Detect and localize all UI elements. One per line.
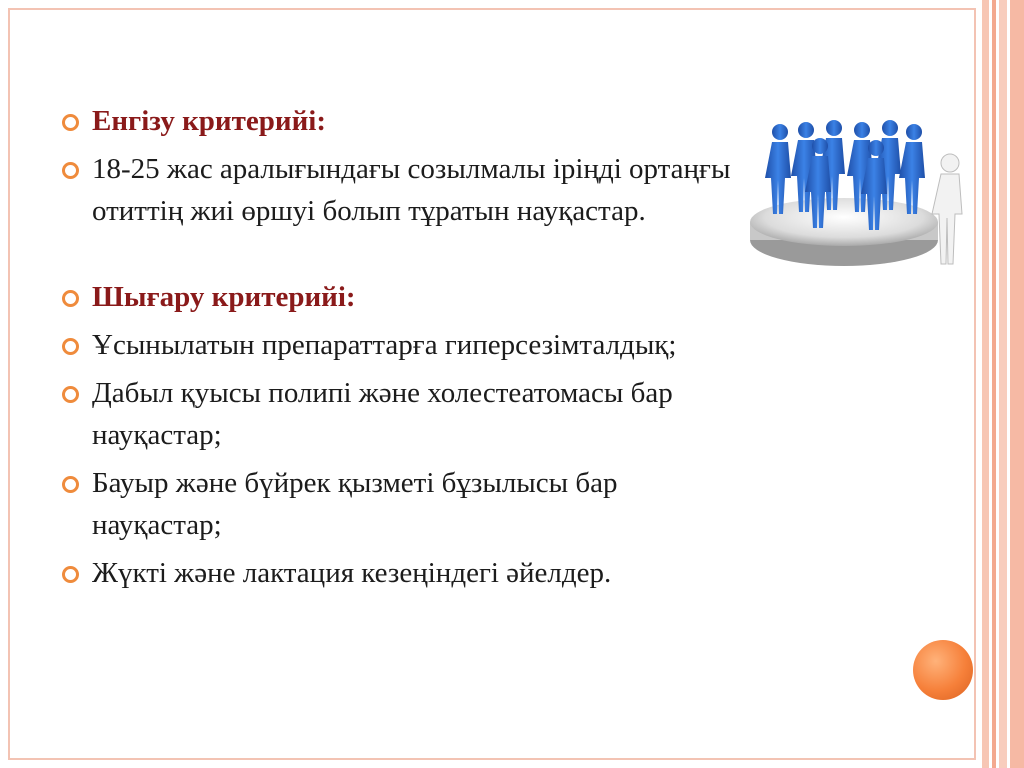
decor-stripe [992,0,996,768]
exclusion-item-text: Дабыл қуысы полипі және холестеатомасы бар науқастар; [92,377,673,451]
bullet-ring-icon [62,162,79,179]
inclusion-heading: Енгізу критерийі: [92,105,326,137]
exclusion-item-text: Ұсынылатын препараттарға гиперсезімталдық; [92,329,677,361]
bullet-ring-icon [62,114,79,131]
orange-circle-icon [913,640,973,700]
list-item [60,148,732,232]
list-item [60,276,780,318]
exclusion-heading: Шығару критерийі: [92,281,356,313]
decor-stripe [982,0,989,768]
slide-content [60,100,780,600]
bullet-ring-icon [62,386,79,403]
bullet-ring-icon [62,566,79,583]
exclusion-item-text: Жүкті және лактация кезеңіндегі әйелдер. [92,557,612,589]
list-item [60,100,780,142]
exclusion-item-text: Бауыр және бүйрек қызметі бұзылысы бар науқастар; [92,467,618,541]
bullet-ring-icon [62,476,79,493]
list-item [60,462,732,546]
list-item [60,372,792,456]
decor-stripe [999,0,1007,768]
bullet-ring-icon [62,338,79,355]
bullet-ring-icon [62,290,79,307]
inclusion-criteria-text: 18-25 жас аралығындағы созылмалы іріңді ортаңғы отиттің жиі өршуі болып тұратын науқастар. [92,153,731,227]
decor-stripe [1010,0,1024,768]
list-item [60,552,780,594]
list-item [60,324,780,366]
people-group-icon [746,104,982,274]
